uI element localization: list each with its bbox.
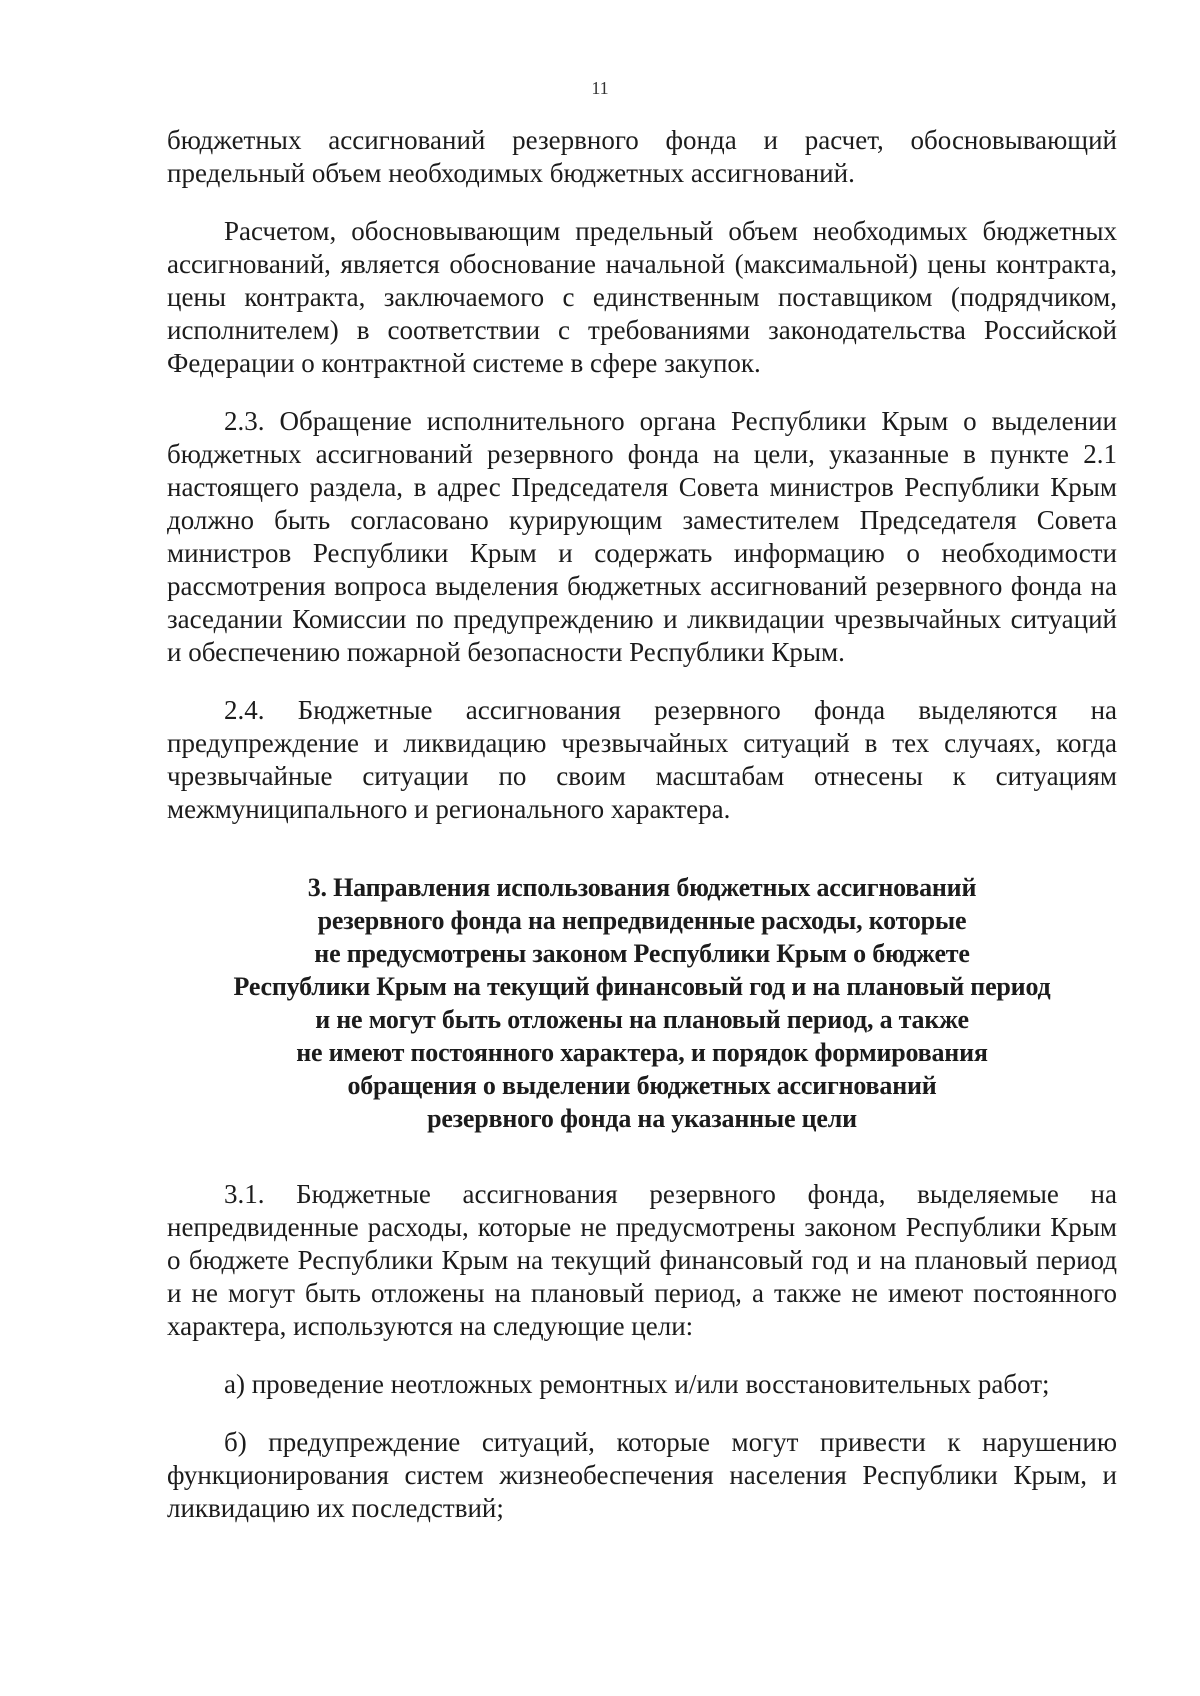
heading-line: и не могут быть отложены на плановый период, а также bbox=[315, 1005, 969, 1034]
heading-line: обращения о выделении бюджетных ассигнований bbox=[347, 1071, 937, 1100]
paragraph-3-1: 3.1. Бюджетные ассигнования резервного фонда, выделяемые на непредвиденные расходы, которые не предусмотрены законом Республики Крым о бюджете Республики Крым на текущий финансовый год и на плановый период и не могут быть отложены на плановый период, а также не имеют постоянного характера, используются на следующие цели: bbox=[167, 1179, 1117, 1341]
heading-line: не имеют постоянного характера, и порядок формирования bbox=[296, 1038, 988, 1067]
section-3-heading bbox=[167, 871, 1117, 1135]
paragraph-2-4: 2.4. Бюджетные ассигнования резервного фонда выделяются на предупреждение и ликвидацию чрезвычайных ситуаций в тех случаях, когда чрезвычайные ситуации по своим масштабам отнесены к ситуациям межмуниципального и регионального характера. bbox=[167, 695, 1117, 824]
document-body bbox=[167, 124, 1117, 1525]
heading-line: Республики Крым на текущий финансовый год и на плановый период bbox=[233, 972, 1051, 1001]
heading-line: не предусмотрены законом Республики Крым о бюджете bbox=[314, 939, 970, 968]
heading-line: 3. Направления использования бюджетных ассигнований bbox=[307, 873, 977, 902]
page-number: 11 bbox=[591, 78, 609, 98]
heading-line: резервного фонда на указанные цели bbox=[427, 1104, 857, 1133]
list-item-b: б) предупреждение ситуаций, которые могут привести к нарушению функционирования систем жизнеобеспечения населения Республики Крым, и ликвидацию их последствий; bbox=[167, 1427, 1117, 1523]
list-item-a: а) проведение неотложных ремонтных и/или восстановительных работ; bbox=[224, 1369, 1050, 1399]
paragraph-calculation: Расчетом, обосновывающим предельный объем необходимых бюджетных ассигнований, является обоснование начальной (максимальной) цены контракта, цены контракта, заключаемого с единственным поставщиком (подрядчиком, исполнителем) в соответствии с требованиями законодательства Российской Федерации о контрактной системе в сфере закупок. bbox=[167, 216, 1117, 378]
paragraph-2-3: 2.3. Обращение исполнительного органа Республики Крым о выделении бюджетных ассигнований резервного фонда на цели, указанные в пункте 2.1 настоящего раздела, в адрес Председателя Совета министров Республики Крым должно быть согласовано курирующим заместителем Председателя Совета министров Республики Крым и содержать информацию о необходимости рассмотрения вопроса выделения бюджетных ассигнований резервного фонда на заседании Комиссии по предупреждению и ликвидации чрезвычайных ситуаций и обеспечению пожарной безопасности Республики Крым. bbox=[167, 406, 1117, 667]
heading-line: резервного фонда на непредвиденные расходы, которые bbox=[317, 906, 967, 935]
paragraph-continuation: бюджетных ассигнований резервного фонда и расчет, обосновывающий предельный объем необходимых бюджетных ассигнований. bbox=[167, 125, 1117, 188]
